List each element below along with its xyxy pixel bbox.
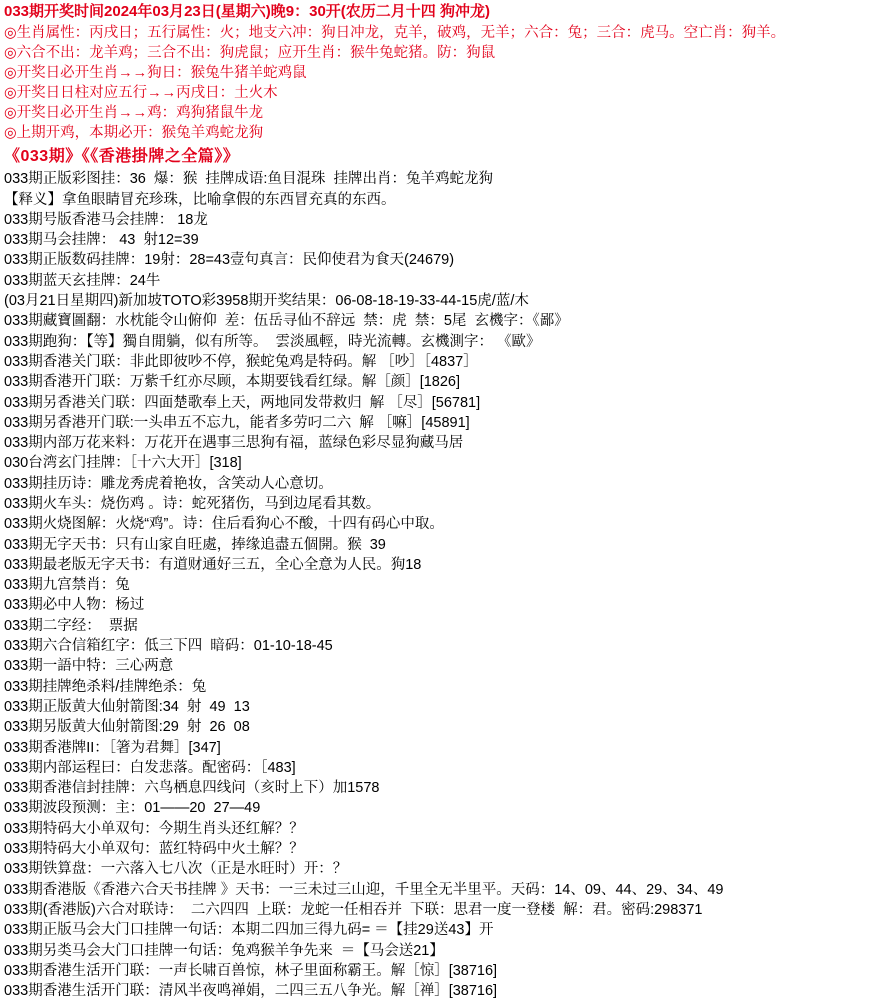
content-line: 033期内部万花来料：万花开在遇事三思狗有福，蓝绿色彩尽显狗藏马居 — [4, 435, 464, 452]
content-line: 【释义】拿鱼眼睛冒充珍珠，比喻拿假的东西冒充真的东西。 — [4, 191, 396, 208]
content-line: 033期必中人物：杨过 — [4, 597, 145, 614]
content-line: 033期二字经： 票据 — [4, 617, 138, 634]
content-line: 033期马会挂牌： 43 射12=39 — [4, 232, 199, 249]
attribute-line: ◎上期开鸡，本期必开：猴兔羊鸡蛇龙狗 — [4, 125, 264, 142]
content-line: 033期藏寶圖翻：水枕能令山俯仰 差：伍岳寻仙不辞远 禁：虎 禁：5尾 玄機字：《鄙》 — [4, 313, 569, 330]
content-line: 033期另版黄大仙射箭图:29 射 26 08 — [4, 719, 250, 736]
draw-time-header: 033期开奖时间2024年03月23日(星期六)晚9：30开(农历二月十四 狗冲龙) — [4, 3, 490, 20]
content-line: 033期正版黄大仙射箭图:34 射 49 13 — [4, 698, 250, 715]
content-line: 033期挂牌绝杀料/挂牌绝杀：兔 — [4, 678, 207, 695]
content-line: 033期香港关门联：非此即彼吵不停，猴蛇兔鸡是特码。解 ［吵］［4837］ — [4, 353, 478, 370]
attribute-line: ◎开奖日必开生肖→→狗日：猴兔牛猪羊蛇鸡鼠 — [4, 65, 307, 82]
content-line: 033期火车头：烧伤鸡 。诗：蛇死猪伤，马到边尾看其数。 — [4, 496, 381, 512]
content-block — [4, 169, 886, 1001]
content-line: 033期号版香港马会挂牌： 18龙 — [4, 211, 208, 228]
content-line: 033期香港牌II：［箸为君舞］[347] — [4, 739, 221, 756]
content-line: 033期挂历诗：雕龙秀虎着艳妆，含笑动人心意切。 — [4, 475, 333, 492]
content-line: 033期蓝天玄挂牌：24牛 — [4, 272, 161, 289]
attribute-line: ◎开奖日必开生肖→→鸡：鸡狗猪鼠牛龙 — [4, 105, 264, 122]
content-line: 033期正版彩图挂：36 爆：猴 挂牌成语:鱼目混珠 挂牌出肖：兔羊鸡蛇龙狗 — [4, 171, 494, 188]
content-line: (03月21日星期四)新加坡TOTO彩3958期开奖结果：06-08-18-19-33-44-15虎/蓝/木 — [4, 293, 529, 310]
content-line: 033期香港开门联：万紫千红亦尽顾，本期要钱看红绿。解［颜］[1826] — [4, 374, 461, 391]
content-line: 033期一語中特：三心两意 — [4, 658, 174, 675]
zodiac-attributes-block — [4, 23, 886, 143]
content-line: 033期波段预测：主：01——20 27—49 — [4, 800, 261, 817]
content-line: 033期六合信箱红字：低三下四 暗码：01-10-18-45 — [4, 638, 333, 655]
content-line: 033期特码大小单双句：蓝红特码中火土解？？ — [4, 841, 304, 858]
page-title: 《033期》《《香港掛牌之全篇》》 — [4, 148, 240, 166]
content-line: 033期无字天书：只有山家自旺處，捧缘追盡五個開。猴 39 — [4, 536, 386, 553]
content-line: 033期香港生活开门联：清风半夜鸣禅娟，二四三五八争光。解［禅］[38716] — [4, 983, 498, 1000]
content-line: 030台湾玄门挂牌：［十六大开］[318] — [4, 455, 242, 472]
content-line: 033期正版数码挂牌：19射：28=43壹句真言：民仰使君为食天(24679) — [4, 252, 455, 269]
attribute-line: ◎六合不出：龙羊鸡；三合不出：狗虎鼠；应开生肖：猴牛兔蛇猪。防：狗鼠 — [4, 45, 496, 62]
content-line: 033期另类马会大门口挂牌一句话：兔鸡猴羊争先来 ＝【马会送21】 — [4, 942, 444, 959]
content-line: 033期(香港版)六合对联诗： 二六四四 上联：龙蛇一任相吞并 下联：思君一度一登楼 解：君。密码:298371 — [4, 901, 703, 918]
content-line: 033期火烧图解：火烧“鸡”。诗：住后看狗心不酸，十四有码心中取。 — [4, 516, 444, 533]
content-line: 033期跑狗：【等】獨自閒躺，似有所等。 雲淡風輕，時光流轉。玄機測字： 《歐》 — [4, 333, 541, 350]
attribute-line: ◎开奖日日柱对应五行→→丙戌日：土火木 — [4, 85, 278, 102]
content-line: 033期正版马会大门口挂牌一句话：本期二四加三得九码= ＝【挂29送43】开 — [4, 922, 494, 939]
content-line: 033期最老版无字天书：有道财通好三五，全心全意为人民。狗18 — [4, 556, 422, 573]
content-line: 033期另香港开门联:一头串五不忘九，能者多劳叼二六 解 ［嘛］[45891] — [4, 414, 470, 431]
attribute-line: ◎生肖属性：丙戌日；五行属性：火；地支六冲：狗日冲龙，克羊，破鸡，无羊；六合：兔；三合：虎马。空亡肖：狗羊。 — [4, 25, 786, 42]
content-line: 033期香港信封挂牌：六鸟栖息四线问（亥时上下）加1578 — [4, 780, 380, 797]
content-line: 033期铁算盘：一六落入七八次（正是水旺时）开：？ — [4, 861, 348, 878]
content-line: 033期特码大小单双句：今期生肖头还红解？？ — [4, 820, 304, 837]
content-line: 033期内部运程曰：白发悲落。配密码：［483] — [4, 759, 296, 776]
content-line: 033期香港生活开门联：一声长啸百兽惊，林子里面称霸王。解［惊］[38716] — [4, 962, 498, 979]
content-line: 033期九宫禁肖：兔 — [4, 577, 130, 594]
content-line: 033期另香港关门联：四面楚歌奉上天，两地同发带救归 解 ［尽］[56781] — [4, 394, 481, 411]
content-line: 033期香港版《香港六合天书挂牌 》天书：一三未过三山迎，千里全无半里平。天码：14、09、44、29、34、49 — [4, 881, 724, 898]
